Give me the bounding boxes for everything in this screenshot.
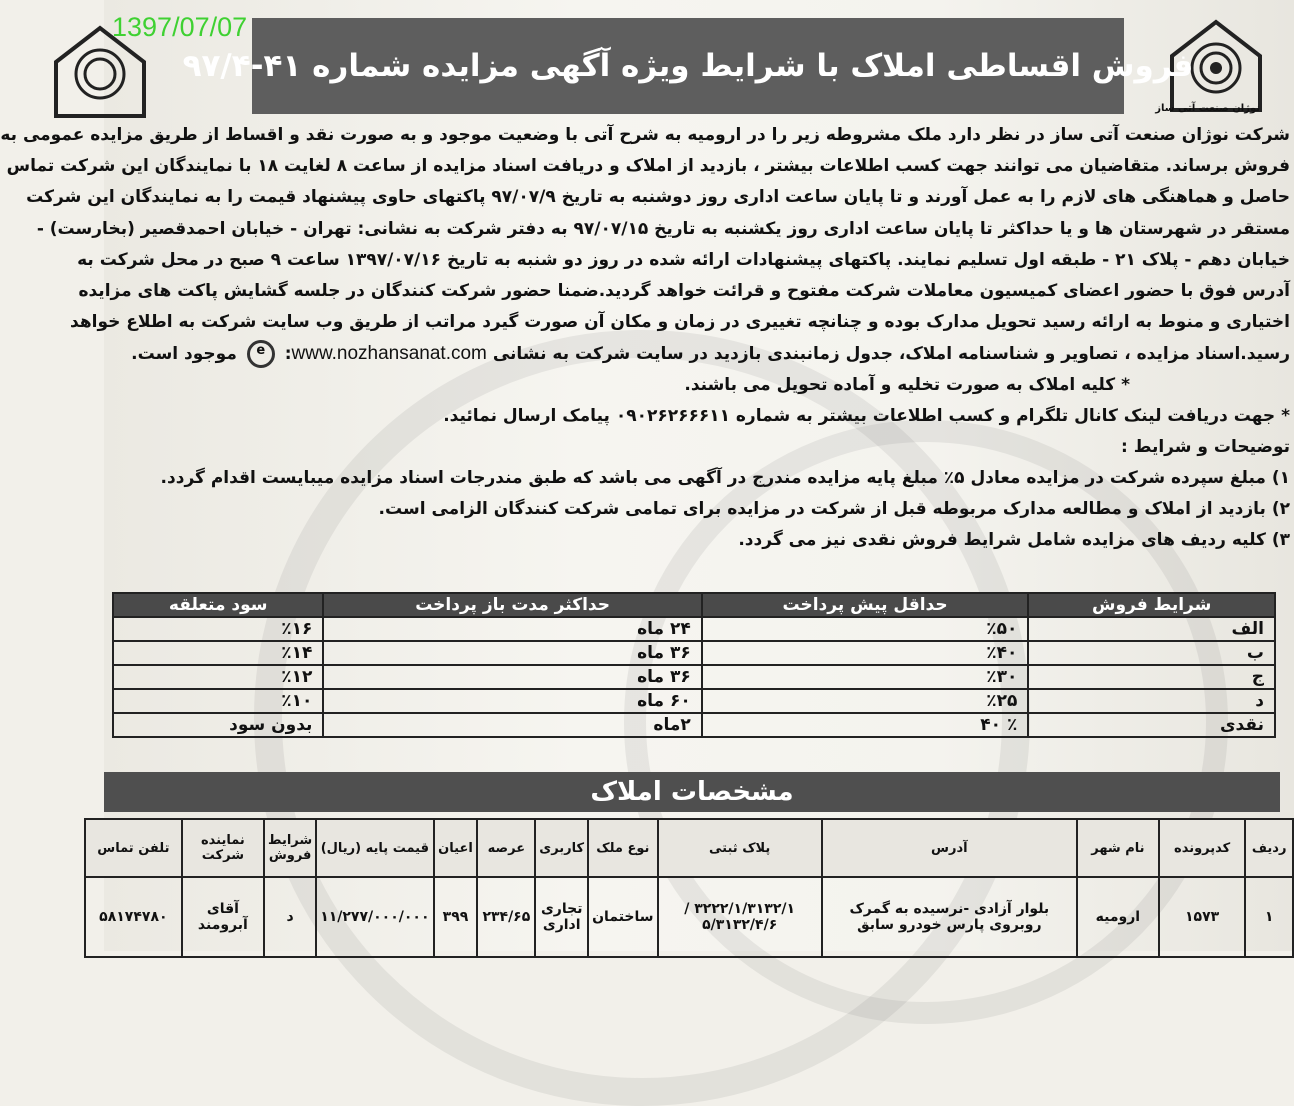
col-property-type: نوع ملک: [588, 819, 657, 877]
cell: د: [1028, 689, 1275, 713]
cell: آقای آبرومند: [182, 877, 264, 957]
cell: ٪۱۰: [113, 689, 323, 713]
table-row: [113, 665, 1275, 689]
cell: ٪۱۶: [113, 617, 323, 641]
cell: ٪ ۴۰: [702, 713, 1029, 737]
cell: ۳۲۲۲/۱/۳۱۳۲/۱ /۵/۳۱۳۲/۴/۶: [658, 877, 822, 957]
col-max-repayment: حداکثر مدت باز پرداخت: [323, 593, 701, 617]
col-base-price: قیمت پایه (ریال): [316, 819, 433, 877]
date-stamp: 1397/07/07: [112, 12, 248, 42]
cell: ٪۱۴: [113, 641, 323, 665]
table-header-row: [113, 593, 1275, 617]
cell: ۳۶ ماه: [323, 665, 701, 689]
sale-terms-table: [112, 592, 1276, 738]
cell: ساختمان: [588, 877, 657, 957]
col-min-prepayment: حداقل پیش پرداخت: [702, 593, 1029, 617]
cell: ۱: [1245, 877, 1293, 957]
cell: ۲۴ ماه: [323, 617, 701, 641]
table-row: [113, 713, 1275, 737]
cell: ۱۱/۲۷۷/۰۰۰/۰۰۰: [316, 877, 433, 957]
cell: ٪۴۰: [702, 641, 1029, 665]
body-line: فروش برساند. متقاضیان می توانند جهت کسب اطلاعات بیشتر ، بازدید از املاک و دریافت اسناد مزایده از ساعت ۸ لغایت ۱۸ با نمایندگان این شرکت تماس: [6, 156, 1290, 177]
cell: ۱۵۷۳: [1159, 877, 1245, 957]
col-interest: سود متعلقه: [113, 593, 323, 617]
cell: د: [264, 877, 316, 957]
specs-title: مشخصات املاک: [590, 777, 794, 807]
note-line: * جهت دریافت لینک کانال تلگرام و کسب اطلاعات بیشتر به شماره ۰۹۰۲۶۲۶۶۶۱۱ پیامک ارسال نمائید.: [443, 405, 1290, 426]
cell: ب: [1028, 641, 1275, 665]
body-line: حاصل و هماهنگی های لازم را به عمل آورند و تا پایان ساعت اداری روز دوشنبه به تاریخ ۹۷/۰۷/۹ پاکتهای حاوی پیشنهاد قیمت را به نمایندگان این شرکت: [26, 187, 1290, 208]
condition-line: ۱) مبلغ سپرده شرکت در مزایده معادل ۵٪ مبلغ پایه مزایده مندرج در آگهی می باشد که طبق مندرجات اسناد مزایده میبایست اقدام گردد.: [160, 468, 1290, 489]
title-banner: [182, 18, 1194, 114]
announcement-body: [0, 120, 1290, 557]
cell: ۳۹۹: [434, 877, 478, 957]
table-row: [85, 877, 1293, 957]
body-line: شرکت نوژان صنعت آتی ساز در نظر دارد ملک مشروطه زیر را در ارومیه به شرح آتی با وضعیت موجود و به صورت نقد و اقساط از طریق مزایده عمومی به: [0, 125, 1290, 145]
cell: ٪۱۲: [113, 665, 323, 689]
body-line-website: رسید.اسناد مزایده ، تصاویر و شناسنامه املاک، جدول زمانبندی بازدید در سایت شرکت به نشانی www.nozhansanat.com: e موجود است.: [104, 338, 1290, 369]
specs-banner: [104, 772, 1280, 812]
col-file-code: کدپرونده: [1159, 819, 1245, 877]
cell: ۵۸۱۷۴۷۸۰: [85, 877, 182, 957]
col-phone: تلفن تماس: [85, 819, 182, 877]
cell: نقدی: [1028, 713, 1275, 737]
col-usage: کاربری: [535, 819, 588, 877]
body-line: اختیاری و منوط به ارائه رسید تحویل مدارک بوده و چنانچه تغییری در زمان و مکان آن صورت گیرد مراتب از طریق وب سایت شرکت به اطلاع خواهد: [70, 312, 1290, 333]
body-line: رسید.اسناد مزایده ، تصاویر و شناسنامه املاک، جدول زمانبندی بازدید در سایت شرکت به نشانی: [492, 344, 1290, 365]
note-line: * کلیه املاک به صورت تخلیه و آماده تحویل می باشند.: [684, 374, 1130, 395]
cell: ج: [1028, 665, 1275, 689]
table-row: [113, 641, 1275, 665]
cell: الف: [1028, 617, 1275, 641]
table-row: [113, 689, 1275, 713]
cell: ۲۳۴/۶۵: [477, 877, 535, 957]
cell: تجاری اداری: [535, 877, 588, 957]
logo-caption: نوژان صنعت آتی ساز: [1155, 103, 1260, 114]
col-city: نام شهر: [1077, 819, 1159, 877]
conditions-heading: توضیحات و شرایط :: [1121, 436, 1290, 457]
table-header-row: [85, 819, 1293, 877]
cell: ٪۳۰: [702, 665, 1029, 689]
cell: بلوار آزادی -نرسیده به گمرک روبروی پارس خودرو سابق: [822, 877, 1077, 957]
website-link[interactable]: www.nozhansanat.com: [291, 343, 487, 365]
cell: ۲ماه: [323, 713, 701, 737]
col-sale-terms: شرایط فروش: [264, 819, 316, 877]
cell: ارومیه: [1077, 877, 1159, 957]
col-registration: پلاک ثبتی: [658, 819, 822, 877]
cell: ٪۵۰: [702, 617, 1029, 641]
body-line: آدرس فوق با حضور اعضای کمیسیون معاملات شرکت مفتوح و قرائت خواهد گردید.ضمنا حضور شرکت کنندگان در جلسه گشایش پاکت های مزایده: [78, 280, 1290, 301]
exists-text: موجود است.: [131, 344, 237, 365]
cell: ٪۲۵: [702, 689, 1029, 713]
col-sale-terms: شرایط فروش: [1028, 593, 1275, 617]
cell: ۶۰ ماه: [323, 689, 701, 713]
col-representative: نماینده شرکت: [182, 819, 264, 877]
body-line: مستقر در شهرستان ها و یا حداکثر تا پایان ساعت اداری روز یکشنبه به تاریخ ۹۷/۰۷/۱۵ به دفتر شرکت به نشانی: تهران - خیابان احمدقصیر (بخارست) -: [36, 218, 1290, 239]
condition-line: ۲) بازدید از املاک و مطالعه مدارک مربوطه قبل از شرکت در مزایده برای تمامی شرکت کنندگان الزامی است.: [378, 499, 1290, 520]
col-land-area: عرصه: [477, 819, 535, 877]
table-row: [113, 617, 1275, 641]
col-row: ردیف: [1245, 819, 1293, 877]
page-title: فروش اقساطی املاک با شرایط ویژه آگهی مزایده شماره ۴۱-۹۷/۴: [182, 48, 1194, 84]
col-building-area: اعیان: [434, 819, 478, 877]
properties-table: [84, 818, 1294, 958]
cell: بدون سود: [113, 713, 323, 737]
cell: ۳۶ ماه: [323, 641, 701, 665]
col-address: آدرس: [822, 819, 1077, 877]
condition-line: ۳) کلیه ردیف های مزایده شامل شرایط فروش نقدی نیز می گردد.: [738, 530, 1290, 551]
body-line: خیابان دهم - پلاک ۲۱ - طبقه اول تسلیم نمایند. پاکتهای پیشنهادات ارائه شده در روز دو شنبه به تاریخ ۱۳۹۷/۰۷/۱۶ ساعت ۹ صبح در محل شرکت به: [77, 249, 1290, 270]
browser-icon: e: [247, 340, 275, 368]
